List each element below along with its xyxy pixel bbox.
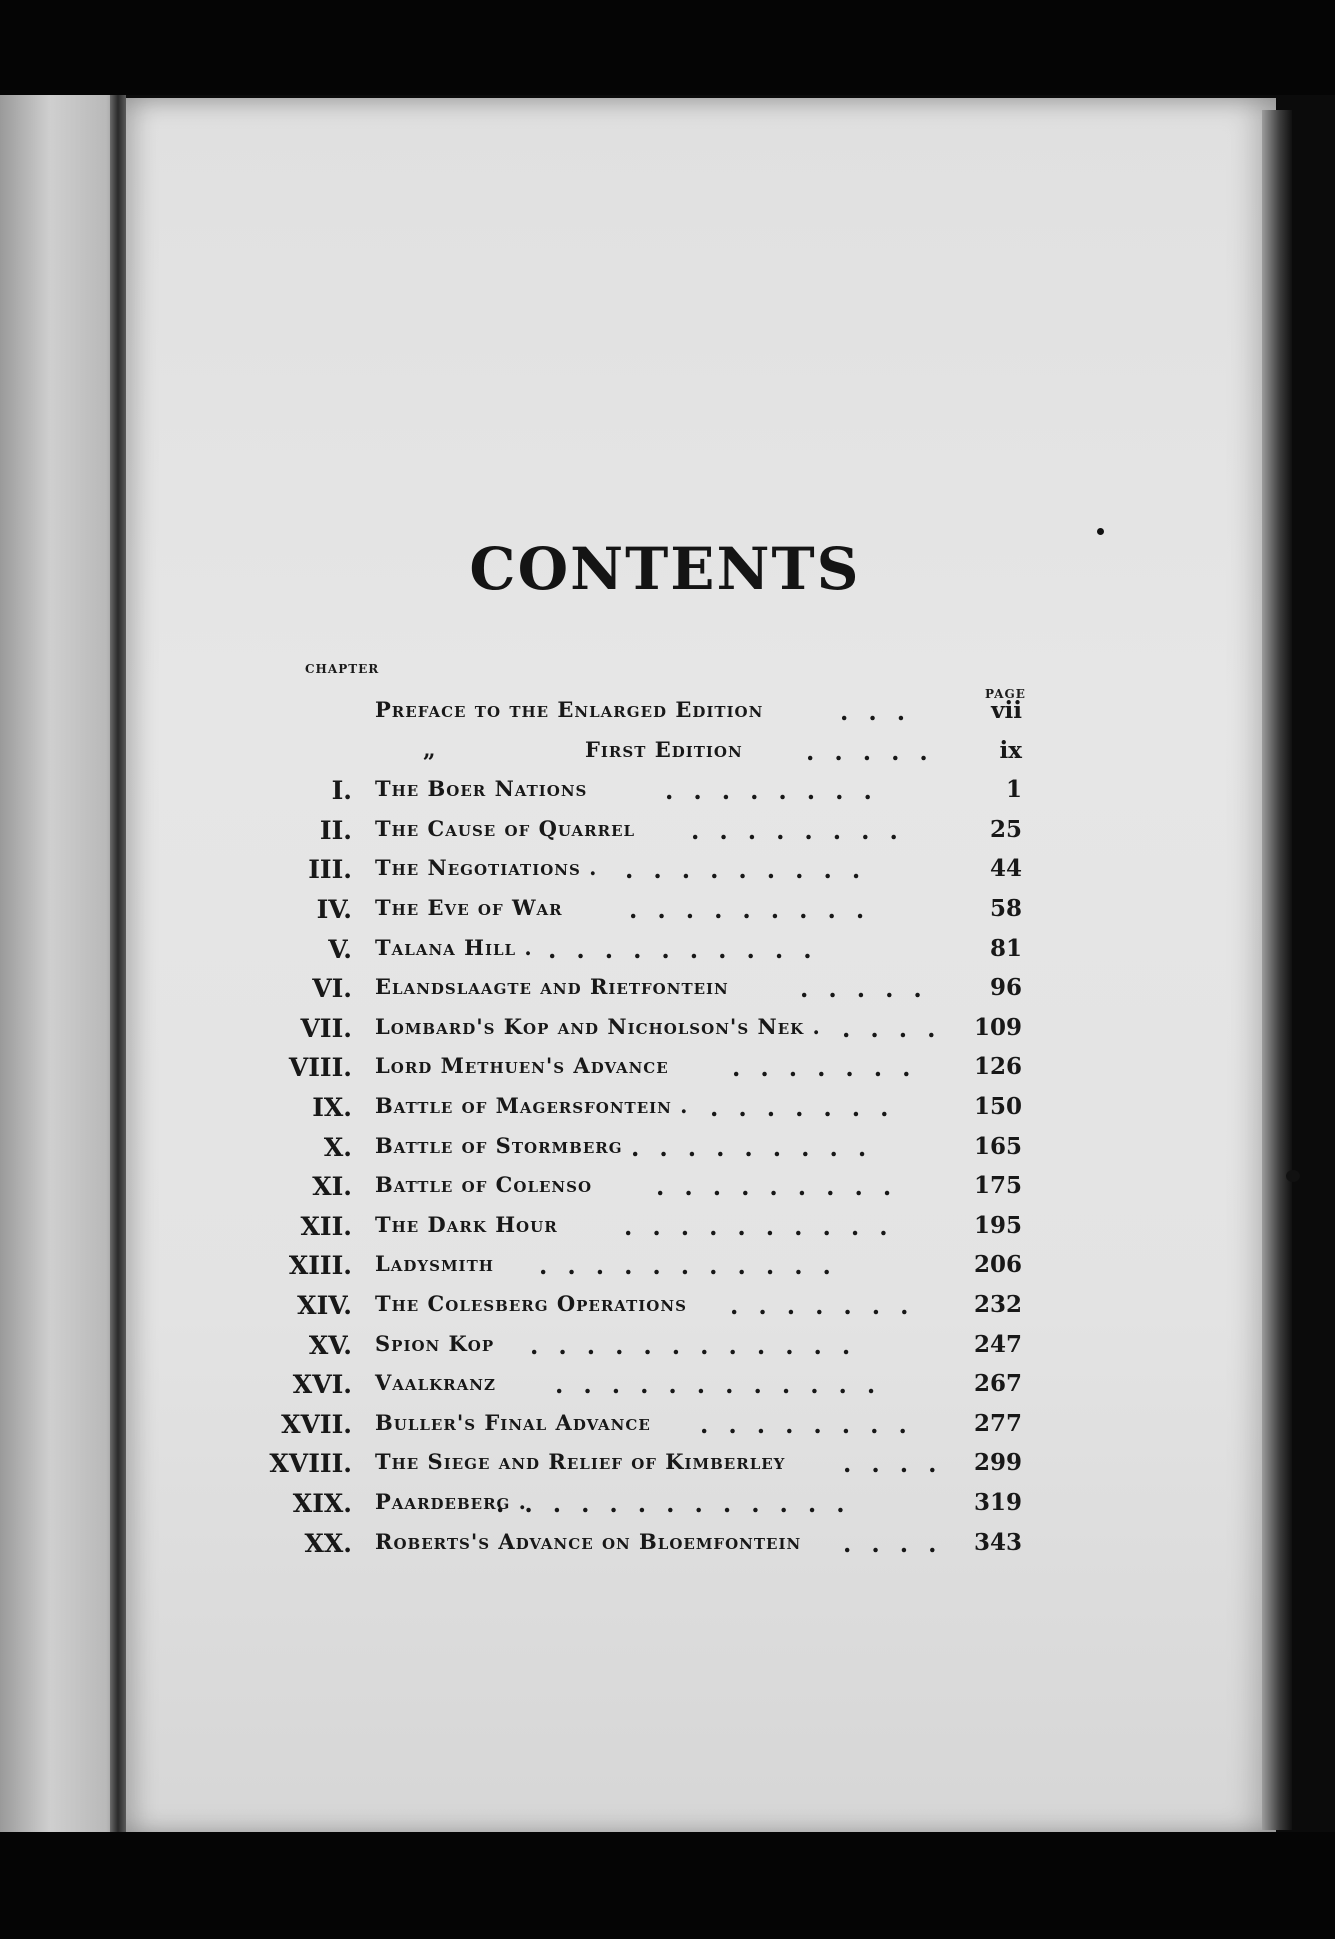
- dot-leader: .............: [496, 1489, 865, 1518]
- page-number: 96: [989, 974, 1022, 1001]
- chapter-number: VIII.: [288, 1053, 352, 1082]
- toc-entry: [0, 935, 1335, 969]
- chapter-number: V.: [328, 935, 352, 964]
- chapter-title: The Colesberg Operations: [375, 1291, 687, 1316]
- chapter-title: Elandslaagte and Rietfontein: [375, 974, 729, 999]
- chapter-number: VII.: [300, 1014, 352, 1043]
- chapter-number: IX.: [312, 1093, 352, 1122]
- toc-entry: [0, 776, 1335, 810]
- page-number: 58: [989, 895, 1022, 922]
- page-number: 44: [989, 855, 1022, 882]
- chapter-title: Battle of Stormberg: [375, 1133, 623, 1158]
- page-number: 319: [973, 1489, 1022, 1516]
- ink-speck: [1097, 528, 1104, 535]
- page-number: 81: [989, 935, 1022, 962]
- chapter-title: Lombard's Kop and Nicholson's Nek .: [375, 1014, 821, 1039]
- chapter-title: Buller's Final Advance: [375, 1410, 651, 1435]
- dot-leader: ...: [840, 697, 926, 726]
- dot-leader: .......: [730, 1291, 929, 1320]
- chapter-number: XIV.: [297, 1291, 352, 1320]
- chapter-title: Roberts's Advance on Bloemfontein: [375, 1529, 802, 1554]
- chapter-number: X.: [323, 1133, 352, 1162]
- toc-entry: [0, 1529, 1335, 1563]
- dot-leader: ..........: [548, 935, 832, 964]
- chapter-column-header: CHAPTER: [305, 662, 380, 676]
- chapter-title: Paardeberg .: [375, 1489, 527, 1514]
- chapter-number: XI.: [312, 1172, 352, 1201]
- page-number: 126: [973, 1053, 1022, 1080]
- chapter-title: Vaalkranz: [375, 1370, 496, 1395]
- scan-border-top: [0, 0, 1335, 95]
- chapter-title: Ladysmith: [375, 1251, 494, 1276]
- page-number: 1: [1005, 776, 1022, 803]
- dot-leader: .......: [710, 1093, 909, 1122]
- page-number: 150: [973, 1093, 1022, 1120]
- page-number: 277: [973, 1410, 1022, 1437]
- page-number: 109: [973, 1014, 1022, 1041]
- chapter-number: II.: [319, 816, 352, 845]
- toc-entry: [0, 737, 1335, 771]
- chapter-number: XIII.: [288, 1251, 352, 1280]
- toc-entry: [0, 1212, 1335, 1246]
- chapter-title: Talana Hill .: [375, 935, 533, 960]
- chapter-title: The Negotiations .: [375, 855, 598, 880]
- chapter-number: XVIII.: [269, 1449, 352, 1478]
- page-number: 165: [973, 1133, 1022, 1160]
- chapter-title: Preface to the Enlarged Edition: [375, 697, 764, 722]
- chapter-title: Battle of Magersfontein .: [375, 1093, 689, 1118]
- chapter-title: The Dark Hour: [375, 1212, 558, 1237]
- toc-entry: [0, 1449, 1335, 1483]
- dot-leader: .......: [732, 1053, 931, 1082]
- page-number: 25: [989, 816, 1022, 843]
- dot-leader: ........: [691, 816, 918, 845]
- page-edge-shadow: [1262, 110, 1292, 1830]
- toc-entry: [0, 816, 1335, 850]
- dot-leader: .........: [629, 895, 885, 924]
- chapter-title: The Boer Nations: [375, 776, 588, 801]
- dot-leader: ....: [843, 1449, 957, 1478]
- page-number: 175: [973, 1172, 1022, 1199]
- dot-leader: .....: [806, 737, 948, 766]
- dot-leader: .....: [800, 974, 942, 1003]
- toc-entry: [0, 1133, 1335, 1167]
- chapter-number: VI.: [312, 974, 352, 1003]
- chapter-title: The Cause of Quarrel: [375, 816, 636, 841]
- dot-leader: ..........: [624, 1212, 908, 1241]
- toc-entry: [0, 895, 1335, 929]
- chapter-number: I.: [331, 776, 352, 805]
- chapter-number: XX.: [304, 1529, 352, 1558]
- toc-entry: [0, 1251, 1335, 1285]
- toc-entry: [0, 974, 1335, 1008]
- dot-leader: ............: [530, 1331, 871, 1360]
- chapter-title: The Siege and Relief of Kimberley: [375, 1449, 786, 1474]
- chapter-title: Spion Kop: [375, 1331, 495, 1356]
- toc-entry: [0, 1093, 1335, 1127]
- page-number: 195: [973, 1212, 1022, 1239]
- chapter-title: Battle of Colenso: [375, 1172, 593, 1197]
- page-number: vii: [991, 697, 1022, 724]
- chapter-title: The Eve of War: [375, 895, 563, 920]
- dot-leader: .........: [656, 1172, 912, 1201]
- page-number: 299: [973, 1449, 1022, 1476]
- chapter-number: XVII.: [281, 1410, 352, 1439]
- page-number: 232: [973, 1291, 1022, 1318]
- chapter-number: III.: [308, 855, 352, 884]
- dot-leader: .........: [625, 855, 881, 884]
- page-number: 267: [973, 1370, 1022, 1397]
- page-number: 343: [973, 1529, 1022, 1556]
- page-title: CONTENTS: [469, 535, 861, 603]
- dot-leader: ....: [843, 1529, 957, 1558]
- page-number: 247: [973, 1331, 1022, 1358]
- dot-leader: ....: [842, 1014, 956, 1043]
- toc-entry: [0, 1053, 1335, 1087]
- chapter-number: XV.: [308, 1331, 352, 1360]
- toc-entry: [0, 1410, 1335, 1444]
- page-number: ix: [999, 737, 1022, 764]
- ditto-mark: „: [423, 737, 436, 763]
- dot-leader: ........: [700, 1410, 927, 1439]
- chapter-number: XII.: [300, 1212, 352, 1241]
- dot-leader: .........: [631, 1133, 887, 1162]
- toc-entry: [0, 697, 1335, 731]
- toc-entry: [0, 1014, 1335, 1048]
- toc-entry: [0, 1172, 1335, 1206]
- toc-entry: [0, 1331, 1335, 1365]
- chapter-number: XIX.: [292, 1489, 352, 1518]
- chapter-title: Lord Methuen's Advance: [375, 1053, 669, 1078]
- dot-leader: ............: [555, 1370, 896, 1399]
- toc-entry: [0, 1291, 1335, 1325]
- dot-leader: ........: [665, 776, 892, 805]
- chapter-title: First Edition: [585, 737, 743, 762]
- toc-entry: [0, 855, 1335, 889]
- page-number: 206: [973, 1251, 1022, 1278]
- scan-border-bottom: [0, 1832, 1335, 1939]
- toc-entry: [0, 1489, 1335, 1523]
- chapter-number: XVI.: [292, 1370, 352, 1399]
- chapter-number: IV.: [316, 895, 352, 924]
- page-column-header: PAGE: [985, 687, 1026, 701]
- toc-entry: [0, 1370, 1335, 1404]
- dot-leader: ...........: [539, 1251, 851, 1280]
